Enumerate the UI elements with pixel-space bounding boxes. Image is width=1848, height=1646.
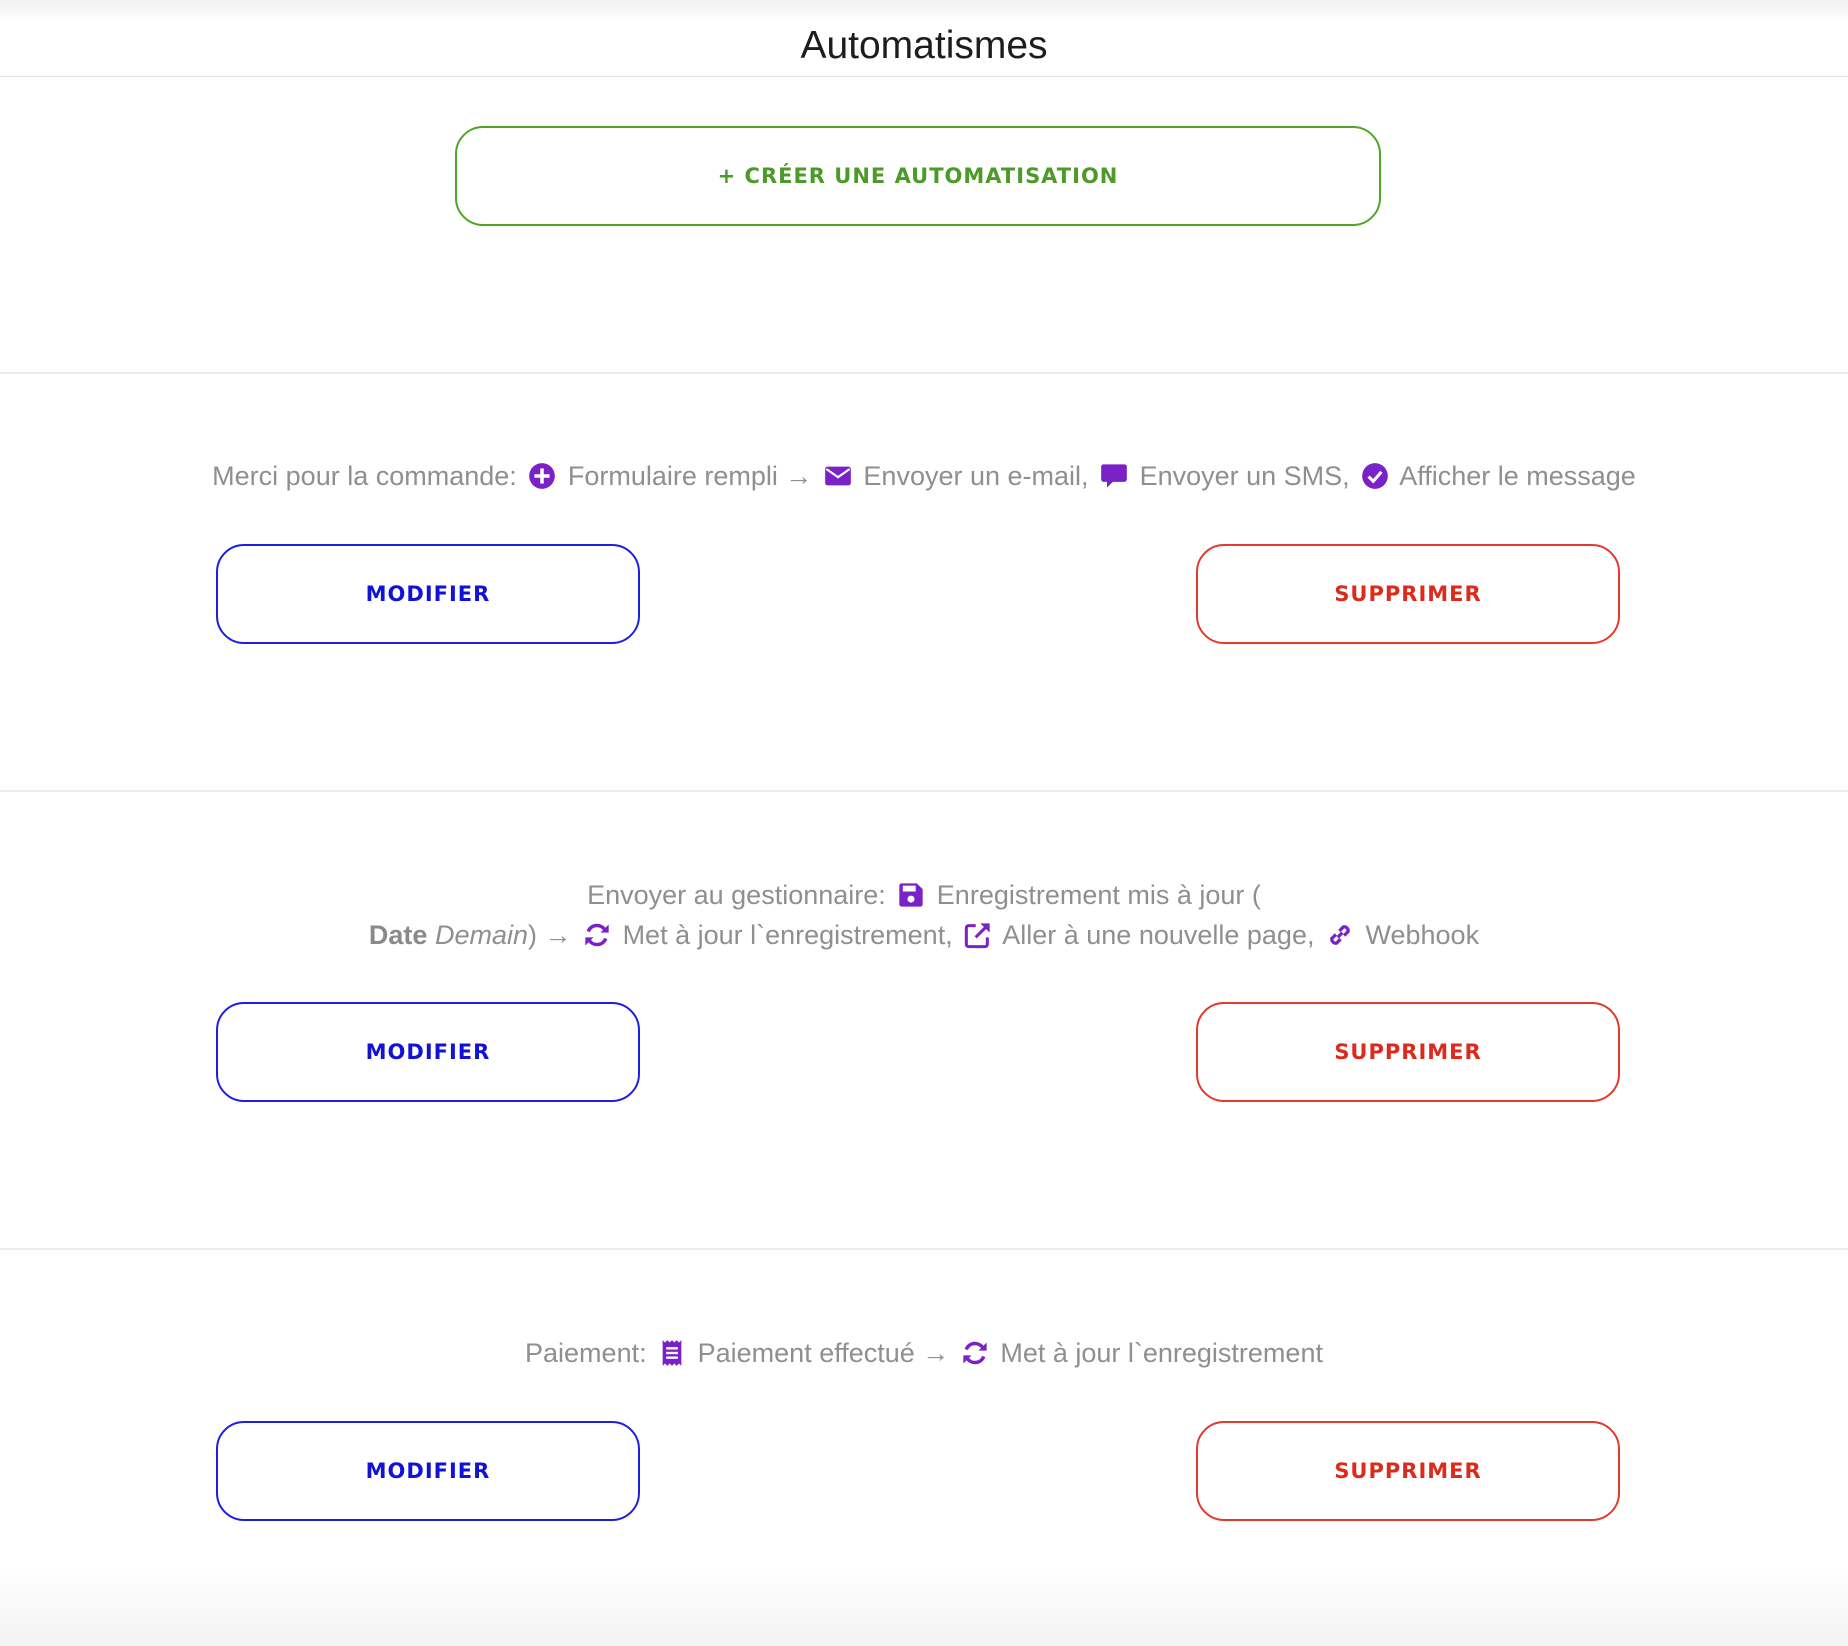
external-link-icon bbox=[964, 921, 992, 949]
automation-action: Envoyer un e-mail, bbox=[863, 461, 1089, 491]
refresh-icon bbox=[583, 921, 611, 949]
section-divider bbox=[0, 790, 1848, 792]
automation-name: Merci pour la commande: bbox=[212, 461, 517, 491]
modify-button[interactable]: MODIFIER bbox=[216, 544, 640, 644]
automation-name: Envoyer au gestionnaire: bbox=[587, 880, 886, 910]
header-bar bbox=[0, 0, 1848, 77]
save-icon bbox=[897, 881, 925, 909]
arrow-icon: → bbox=[922, 1338, 950, 1368]
automation-trigger: Paiement effectué bbox=[697, 1338, 915, 1368]
condition-close: ) bbox=[528, 920, 538, 950]
automation-action: Afficher le message bbox=[1399, 461, 1636, 491]
create-automation-button[interactable]: + CRÉER UNE AUTOMATISATION bbox=[455, 126, 1381, 226]
delete-button[interactable]: SUPPRIMER bbox=[1196, 544, 1620, 644]
arrow-icon: → bbox=[544, 920, 572, 950]
condition-field: Date bbox=[368, 920, 428, 950]
automation-description bbox=[0, 875, 1848, 955]
automation-action: Envoyer un SMS, bbox=[1139, 461, 1350, 491]
automation-trigger: Formulaire rempli bbox=[567, 461, 778, 491]
condition-value: Demain bbox=[434, 920, 529, 950]
receipt-icon bbox=[658, 1339, 686, 1367]
page-title: Automatismes bbox=[800, 24, 1048, 67]
arrow-icon: → bbox=[785, 461, 813, 491]
comment-icon bbox=[1100, 462, 1128, 490]
section-divider bbox=[0, 1248, 1848, 1250]
automation-trigger: Enregistrement mis à jour ( bbox=[936, 880, 1261, 910]
automation-action: Aller à une nouvelle page, bbox=[1002, 920, 1315, 950]
automation-description bbox=[0, 1333, 1848, 1373]
automation-description bbox=[0, 456, 1848, 496]
delete-button[interactable]: SUPPRIMER bbox=[1196, 1002, 1620, 1102]
modify-button[interactable]: MODIFIER bbox=[216, 1421, 640, 1521]
bottom-shade bbox=[0, 1566, 1848, 1646]
link-icon bbox=[1326, 921, 1354, 949]
plus-circle-icon bbox=[528, 462, 556, 490]
check-circle-icon bbox=[1361, 462, 1389, 490]
automation-name: Paiement: bbox=[525, 1338, 647, 1368]
automation-action: Met à jour l`enregistrement, bbox=[622, 920, 953, 950]
modify-button[interactable]: MODIFIER bbox=[216, 1002, 640, 1102]
delete-button[interactable]: SUPPRIMER bbox=[1196, 1421, 1620, 1521]
automation-action: Met à jour l`enregistrement bbox=[1000, 1338, 1323, 1368]
automation-action: Webhook bbox=[1365, 920, 1480, 950]
envelope-icon bbox=[824, 462, 852, 490]
section-divider bbox=[0, 372, 1848, 374]
refresh-icon bbox=[961, 1339, 989, 1367]
